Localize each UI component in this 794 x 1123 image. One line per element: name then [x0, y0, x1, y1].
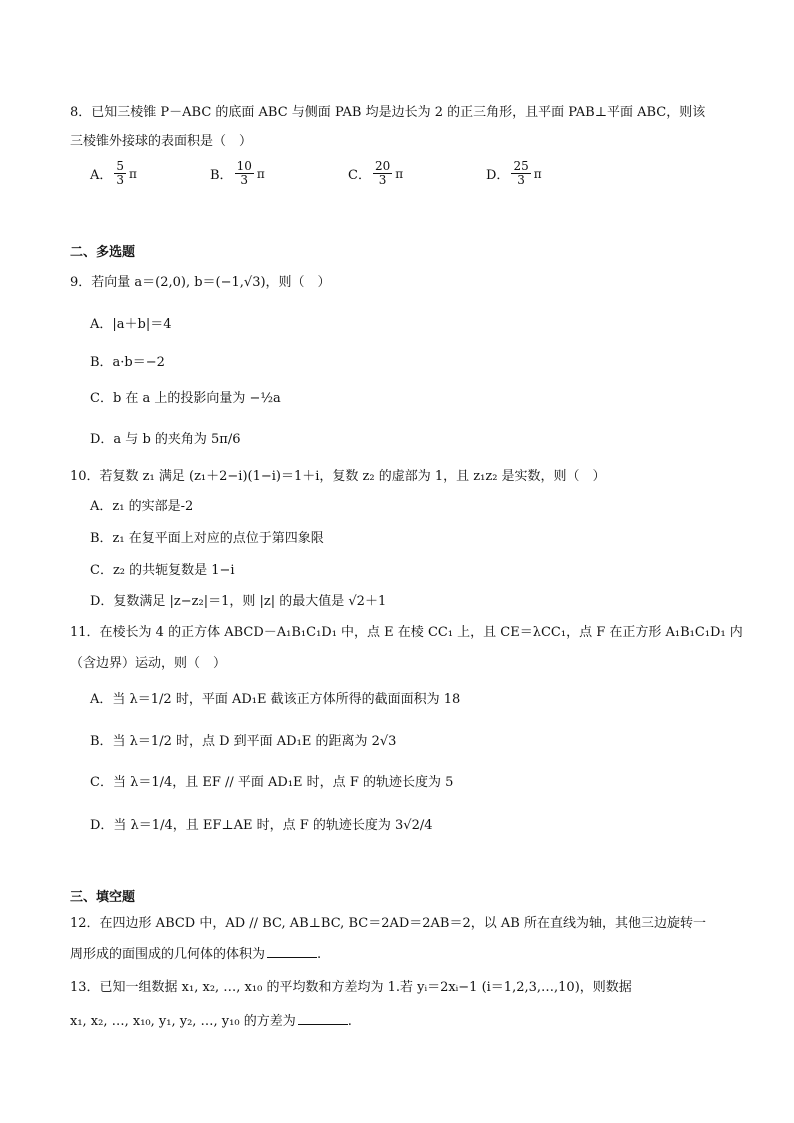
denominator: 3 — [517, 173, 525, 187]
q11-option-d[interactable]: D．当 λ＝1/4，且 EF⊥AE 时，点 F 的轨迹长度为 3√2/4 — [90, 818, 433, 833]
q8-option-b[interactable] — [210, 160, 265, 187]
numerator: 5 — [116, 159, 125, 173]
pi-symbol: π — [533, 166, 542, 181]
pi-symbol: π — [256, 166, 265, 181]
fraction — [235, 160, 254, 187]
fraction — [511, 160, 530, 187]
q13-end-period: . — [347, 1014, 352, 1029]
q9-option-d[interactable]: D．a 与 b 的夹角为 5π/6 — [90, 432, 241, 447]
q9-stem: 9．若向量 a＝(2,0), b＝(−1,√3)，则（ ） — [70, 275, 331, 290]
q8-stem-line2: 三棱锥外接球的表面积是（ ） — [70, 134, 253, 149]
denominator: 3 — [240, 173, 249, 187]
q9-option-b[interactable]: B．a·b＝−2 — [90, 355, 165, 370]
numerator: 20 — [374, 159, 391, 173]
option-label: A． — [90, 168, 113, 183]
q13-stem-line1: 13．已知一组数据 x₁, x₂, …, x₁₀ 的平均数和方差均为 1.若 yᵢ＝2xᵢ−1 (i＝1,2,3,…,10)，则数据 — [70, 980, 632, 995]
q8-options — [90, 160, 690, 200]
q12-stem-line2 — [70, 945, 770, 965]
q12-stem-text: 周形成的面围成的几何体的体积为 — [70, 947, 266, 962]
q8-option-c[interactable] — [348, 160, 403, 187]
q10-option-a[interactable]: A．z₁ 的实部是-2 — [90, 499, 194, 514]
denominator: 3 — [378, 173, 387, 187]
fraction — [114, 160, 126, 187]
section-heading-fill: 三、填空题 — [70, 890, 136, 905]
q10-option-d[interactable]: D．复数满足 |z−z₂|＝1，则 |z| 的最大值是 √2＋1 — [90, 594, 387, 609]
q10-stem: 10．若复数 z₁ 满足 (z₁＋2−i)(1−i)＝1＋i，复数 z₂ 的虚部为 1，且 z₁z₂ 是实数，则（ ） — [70, 469, 606, 484]
answer-blank[interactable] — [298, 1012, 348, 1025]
option-label: C． — [348, 168, 371, 183]
q8-stem-line1: 8．已知三棱锥 P－ABC 的底面 ABC 与侧面 PAB 均是边长为 2 的正三角形，且平面 PAB⊥平面 ABC，则该 — [70, 105, 706, 120]
q10-option-b[interactable]: B．z₁ 在复平面上对应的点位于第四象限 — [90, 531, 324, 546]
fraction — [373, 160, 392, 187]
option-label: D． — [486, 168, 510, 183]
q10-option-c[interactable]: C．z₂ 的共轭复数是 1−i — [90, 563, 235, 578]
q11-option-c[interactable]: C．当 λ＝1/4，且 EF // 平面 AD₁E 时，点 F 的轨迹长度为 5 — [90, 775, 454, 790]
section-heading-multi: 二、多选题 — [70, 245, 136, 260]
q12-stem-line1: 12．在四边形 ABCD 中，AD // BC, AB⊥BC, BC＝2AD＝2AB＝2，以 AB 所在直线为轴，其他三边旋转一 — [70, 916, 706, 931]
option-label: B． — [210, 168, 233, 183]
pi-symbol: π — [395, 166, 404, 181]
q11-stem-line2: （含边界）运动，则（ ） — [70, 656, 227, 671]
numerator: 10 — [236, 159, 252, 173]
q13-stem-line2 — [70, 1012, 770, 1032]
pi-symbol: π — [129, 166, 137, 181]
q11-option-b[interactable]: B．当 λ＝1/2 时，点 D 到平面 AD₁E 的距离为 2√3 — [90, 734, 397, 749]
q9-option-c[interactable]: C．b 在 a 上的投影向量为 −½a — [90, 391, 281, 406]
q11-option-a[interactable]: A．当 λ＝1/2 时，平面 AD₁E 截该正方体所得的截面面积为 18 — [90, 692, 461, 707]
numerator: 25 — [513, 159, 529, 173]
q11-stem-line1: 11．在棱长为 4 的正方体 ABCD－A₁B₁C₁D₁ 中，点 E 在棱 CC₁ 上，且 CE＝λCC₁，点 F 在正方形 A₁B₁C₁D₁ 内 — [70, 625, 743, 640]
q8-option-a[interactable] — [90, 160, 137, 187]
answer-blank[interactable] — [267, 945, 317, 958]
q9-option-a[interactable]: A．|a＋b|＝4 — [90, 317, 172, 332]
q8-option-d[interactable] — [486, 160, 542, 187]
denominator: 3 — [116, 173, 125, 187]
q12-end-period: . — [317, 947, 322, 962]
q13-stem-text: x₁, x₂, …, x₁₀, y₁, y₂, …, y₁₀ 的方差为 — [70, 1014, 296, 1029]
